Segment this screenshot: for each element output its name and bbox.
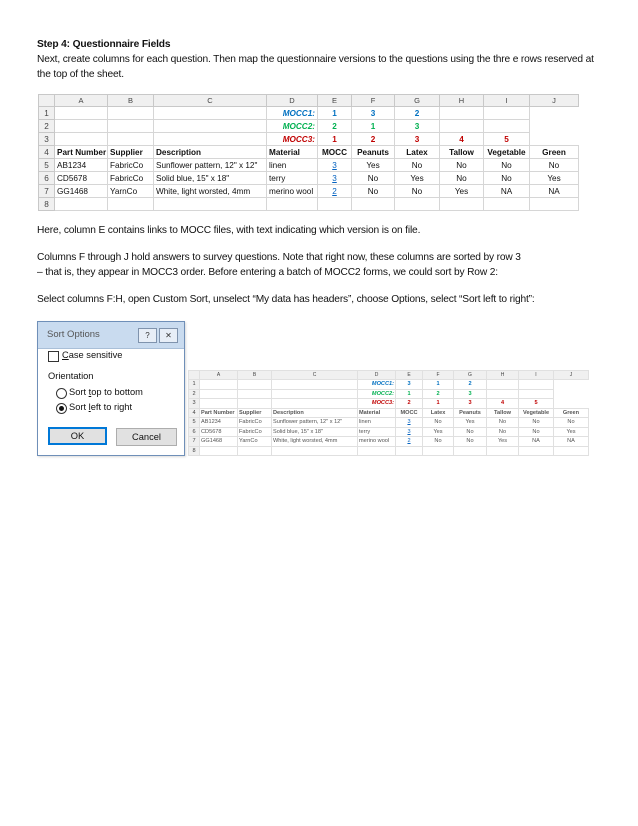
case-sensitive-label[interactable]: Case sensitive — [62, 350, 123, 360]
cell[interactable]: merino wool — [358, 437, 396, 447]
cell[interactable]: No — [554, 418, 589, 428]
cell[interactable]: No — [352, 185, 395, 198]
cell[interactable] — [154, 107, 267, 120]
cell[interactable]: No — [395, 185, 440, 198]
cell[interactable] — [55, 120, 108, 133]
cell[interactable]: Yes — [423, 427, 454, 437]
mocc-version-cell[interactable]: 1 — [352, 120, 395, 133]
sort-left-to-right-radio[interactable] — [56, 403, 67, 414]
select-all-corner[interactable] — [189, 371, 200, 380]
sort-paragraph-line-2: – that is, they appear in MOCC3 order. Before entering a batch of MOCC2 forms, we could sort by Row 2: — [37, 267, 498, 278]
mocc-version-cell[interactable]: 5 — [519, 399, 554, 409]
spreadsheet-sorted-preview — [188, 370, 589, 456]
column-header-b[interactable]: B — [108, 95, 154, 107]
column-header-j[interactable]: J — [530, 95, 579, 107]
row-header[interactable]: 8 — [189, 446, 200, 456]
cell[interactable] — [200, 380, 238, 390]
mocc-version-cell[interactable]: 3 — [396, 380, 423, 390]
sheet-row — [39, 198, 579, 211]
sheet-row — [189, 380, 589, 390]
sheet-row — [39, 107, 579, 120]
row-header[interactable]: 5 — [39, 159, 55, 172]
mocc-label[interactable]: MOCC2: — [267, 120, 318, 133]
cell[interactable] — [440, 198, 484, 211]
cell[interactable]: Yes — [454, 418, 487, 428]
cell[interactable] — [200, 389, 238, 399]
cell[interactable] — [519, 446, 554, 456]
mocc-version-cell[interactable]: 4 — [487, 399, 519, 409]
cell[interactable] — [530, 198, 579, 211]
column-header-g[interactable]: G — [454, 371, 487, 380]
sort-left-to-right-label[interactable]: Sort left to right — [69, 402, 133, 412]
header-cell[interactable]: Peanuts — [352, 146, 395, 159]
mocc-label[interactable]: MOCC3: — [358, 399, 396, 409]
spreadsheet-main — [38, 94, 579, 211]
cell[interactable] — [267, 198, 318, 211]
cell[interactable]: NA — [519, 437, 554, 447]
help-button[interactable]: ? — [138, 328, 157, 343]
column-header-a[interactable]: A — [55, 95, 108, 107]
cell[interactable] — [108, 120, 154, 133]
header-cell[interactable]: Material — [267, 146, 318, 159]
row-header[interactable]: 3 — [39, 133, 55, 146]
row-header[interactable]: 4 — [189, 408, 200, 418]
cell[interactable] — [396, 446, 423, 456]
row-header[interactable]: 2 — [189, 389, 200, 399]
header-cell[interactable]: Description — [272, 408, 358, 418]
cancel-button[interactable]: Cancel — [116, 428, 177, 446]
mocc-version-cell[interactable] — [487, 389, 519, 399]
mocc-file-link[interactable]: 2 — [318, 185, 352, 198]
cell[interactable]: Yes — [352, 159, 395, 172]
mocc-label[interactable]: MOCC3: — [267, 133, 318, 146]
mocc-version-cell[interactable] — [487, 380, 519, 390]
header-cell[interactable]: Green — [554, 408, 589, 418]
mocc-version-cell[interactable]: 1 — [396, 389, 423, 399]
cell[interactable] — [200, 399, 238, 409]
cell[interactable]: No — [395, 159, 440, 172]
cell[interactable]: No — [440, 172, 484, 185]
dialog-title: Sort Options — [47, 329, 100, 340]
cell[interactable] — [484, 198, 530, 211]
cell[interactable] — [554, 446, 589, 456]
cell[interactable]: Solid blue, 15" x 18" — [272, 427, 358, 437]
table-row — [189, 427, 589, 437]
mocc-version-cell[interactable]: 3 — [352, 107, 395, 120]
cell[interactable]: No — [352, 172, 395, 185]
cell[interactable]: Yes — [554, 427, 589, 437]
column-header-b[interactable]: B — [238, 371, 272, 380]
cell[interactable]: terry — [358, 427, 396, 437]
cell[interactable] — [352, 198, 395, 211]
cell[interactable]: Yes — [440, 185, 484, 198]
cell[interactable] — [423, 446, 454, 456]
case-sensitive-label-rest: ase sensitive — [68, 350, 123, 360]
column-header-j[interactable]: J — [554, 371, 589, 380]
header-cell[interactable]: Tallow — [440, 146, 484, 159]
column-header-i[interactable]: I — [519, 371, 554, 380]
mocc-version-cell[interactable]: 2 — [318, 120, 352, 133]
column-header-e[interactable]: E — [318, 95, 352, 107]
sheet-row — [189, 399, 589, 409]
mocc-file-link[interactable]: 3 — [396, 427, 423, 437]
header-cell[interactable]: Supplier — [108, 146, 154, 159]
cell[interactable]: No — [454, 437, 487, 447]
header-cell[interactable]: Supplier — [238, 408, 272, 418]
cell[interactable]: AB1234 — [200, 418, 238, 428]
cell[interactable]: White, light worsted, 4mm — [272, 437, 358, 447]
section-heading: Step 4: Questionnaire Fields — [37, 39, 171, 50]
sheet-row — [39, 146, 579, 159]
cell[interactable]: No — [519, 427, 554, 437]
column-header-g[interactable]: G — [395, 95, 440, 107]
mocc-version-cell[interactable] — [519, 389, 554, 399]
cell[interactable]: linen — [358, 418, 396, 428]
cell[interactable]: CD5678 — [200, 427, 238, 437]
cell[interactable]: No — [423, 418, 454, 428]
row-header[interactable]: 3 — [189, 399, 200, 409]
column-header-c[interactable]: C — [154, 95, 267, 107]
cell[interactable]: AB1234 — [55, 159, 108, 172]
mocc-version-cell[interactable]: 2 — [423, 389, 454, 399]
cell[interactable]: No — [423, 437, 454, 447]
cell[interactable] — [154, 120, 267, 133]
cell[interactable]: No — [487, 427, 519, 437]
mocc-version-cell[interactable]: 3 — [395, 133, 440, 146]
mocc-version-cell[interactable]: 1 — [423, 399, 454, 409]
row-header[interactable]: 7 — [39, 185, 55, 198]
sheet-row — [39, 133, 579, 146]
cell[interactable]: linen — [267, 159, 318, 172]
row-header[interactable]: 8 — [39, 198, 55, 211]
cell[interactable]: YarnCo — [238, 437, 272, 447]
cell[interactable]: No — [454, 427, 487, 437]
cell[interactable]: FabricCo — [238, 418, 272, 428]
mocc-file-link[interactable]: 3 — [318, 159, 352, 172]
header-cell[interactable]: Vegetable — [519, 408, 554, 418]
column-header-a[interactable]: A — [200, 371, 238, 380]
cell[interactable] — [272, 389, 358, 399]
cell[interactable]: Sunflower pattern, 12" x 12" — [154, 159, 267, 172]
mocc-version-cell[interactable]: 3 — [454, 399, 487, 409]
cell[interactable]: CD5678 — [55, 172, 108, 185]
cell[interactable] — [272, 399, 358, 409]
sheet-row — [189, 389, 589, 399]
mocc-version-cell[interactable] — [519, 380, 554, 390]
mocc-version-cell[interactable]: 2 — [396, 399, 423, 409]
header-cell[interactable]: Description — [154, 146, 267, 159]
case-sensitive-checkbox[interactable] — [48, 351, 59, 362]
select-all-corner[interactable] — [39, 95, 55, 107]
column-header-row — [189, 371, 589, 380]
header-cell[interactable]: Tallow — [487, 408, 519, 418]
cell[interactable]: FabricCo — [238, 427, 272, 437]
cell[interactable] — [358, 446, 396, 456]
row-header[interactable]: 2 — [39, 120, 55, 133]
cell[interactable]: White, light worsted, 4mm — [154, 185, 267, 198]
sheet-row — [189, 446, 589, 456]
cell[interactable]: No — [484, 172, 530, 185]
cell[interactable] — [272, 380, 358, 390]
mocc-version-cell[interactable]: 1 — [318, 107, 352, 120]
cell[interactable] — [154, 198, 267, 211]
mocc-version-cell[interactable] — [440, 107, 484, 120]
mocc-version-cell[interactable]: 1 — [423, 380, 454, 390]
cell[interactable]: Yes — [487, 437, 519, 447]
sort-options-dialog — [37, 321, 185, 456]
header-cell[interactable]: Peanuts — [454, 408, 487, 418]
cell[interactable]: terry — [267, 172, 318, 185]
instruction-paragraph: Select columns F:H, open Custom Sort, unselect “My data has headers”, choose Options, select “Sort left to right”: — [37, 294, 535, 305]
cell[interactable]: No — [440, 159, 484, 172]
sheet-row — [189, 408, 589, 418]
cell[interactable] — [108, 107, 154, 120]
cell[interactable]: GG1468 — [55, 185, 108, 198]
cell[interactable]: NA — [484, 185, 530, 198]
cell[interactable] — [154, 133, 267, 146]
cell[interactable]: No — [530, 159, 579, 172]
cell[interactable] — [238, 380, 272, 390]
column-header-row — [39, 95, 579, 107]
column-header-d[interactable]: D — [358, 371, 396, 380]
cell[interactable] — [395, 198, 440, 211]
sheet-row — [39, 120, 579, 133]
row-header[interactable]: 6 — [189, 427, 200, 437]
cell[interactable] — [55, 198, 108, 211]
cell[interactable]: No — [519, 418, 554, 428]
mocc-version-cell[interactable]: 3 — [454, 389, 487, 399]
column-header-e[interactable]: E — [396, 371, 423, 380]
mocc-file-link[interactable]: 3 — [396, 418, 423, 428]
cell[interactable] — [318, 198, 352, 211]
header-cell[interactable]: Green — [530, 146, 579, 159]
cell[interactable]: merino wool — [267, 185, 318, 198]
column-header-f[interactable]: F — [352, 95, 395, 107]
cell[interactable] — [108, 133, 154, 146]
mocc-version-cell[interactable]: 2 — [395, 107, 440, 120]
mocc-version-cell[interactable]: 2 — [352, 133, 395, 146]
mocc-version-cell[interactable]: 4 — [440, 133, 484, 146]
intro-paragraph: Next, create columns for each question. Then map the questionnaire versions to the questions using the thre e rows reserved at the top of the sheet. — [37, 54, 594, 80]
table-row — [189, 418, 589, 428]
sort-paragraph-line-1: Columns F through J hold answers to survey questions. Note that right now, these columns are sorted by row 3 — [37, 252, 521, 263]
cell[interactable] — [238, 389, 272, 399]
table-row — [39, 159, 579, 172]
mocc-file-link[interactable]: 3 — [318, 172, 352, 185]
cell[interactable] — [55, 133, 108, 146]
sort-top-to-bottom-label[interactable]: Sort top to bottom — [69, 387, 143, 397]
cell[interactable]: NA — [530, 185, 579, 198]
column-header-d[interactable]: D — [267, 95, 318, 107]
cell[interactable] — [238, 399, 272, 409]
header-cell[interactable]: Material — [358, 408, 396, 418]
row-header[interactable]: 6 — [39, 172, 55, 185]
mocc-version-cell[interactable]: 5 — [484, 133, 530, 146]
mocc-version-cell[interactable]: 1 — [318, 133, 352, 146]
header-cell[interactable]: Part Number — [55, 146, 108, 159]
cell[interactable] — [454, 446, 487, 456]
header-cell[interactable]: MOCC — [318, 146, 352, 159]
table-row — [39, 172, 579, 185]
cell[interactable]: YarnCo — [108, 185, 154, 198]
mocc-file-link[interactable]: 2 — [396, 437, 423, 447]
links-paragraph: Here, column E contains links to MOCC files, with text indicating which version is on file. — [37, 225, 421, 236]
row-header[interactable]: 7 — [189, 437, 200, 447]
dialog-titlebar[interactable] — [38, 322, 184, 349]
cell[interactable] — [108, 198, 154, 211]
cell[interactable] — [487, 446, 519, 456]
row-header[interactable]: 4 — [39, 146, 55, 159]
mocc-version-cell[interactable] — [440, 120, 484, 133]
close-button[interactable]: ✕ — [159, 328, 178, 343]
column-header-h[interactable]: H — [440, 95, 484, 107]
cell[interactable]: Yes — [395, 172, 440, 185]
cell[interactable]: NA — [554, 437, 589, 447]
column-header-h[interactable]: H — [487, 371, 519, 380]
cell[interactable] — [55, 107, 108, 120]
mocc-version-cell[interactable]: 2 — [454, 380, 487, 390]
header-cell[interactable]: Part Number — [200, 408, 238, 418]
column-header-c[interactable]: C — [272, 371, 358, 380]
column-header-i[interactable]: I — [484, 95, 530, 107]
mocc-version-cell[interactable] — [484, 107, 530, 120]
header-cell[interactable]: Vegetable — [484, 146, 530, 159]
mocc-version-cell[interactable] — [484, 120, 530, 133]
cell[interactable]: GG1468 — [200, 437, 238, 447]
header-cell[interactable]: Latex — [395, 146, 440, 159]
cell[interactable] — [272, 446, 358, 456]
orientation-label: Orientation — [48, 371, 94, 381]
cell[interactable]: FabricCo — [108, 172, 154, 185]
table-row — [189, 437, 589, 447]
mocc-label[interactable]: MOCC1: — [358, 380, 396, 390]
sort-top-to-bottom-radio[interactable] — [56, 388, 67, 399]
cell[interactable]: No — [487, 418, 519, 428]
cell[interactable] — [238, 446, 272, 456]
column-header-f[interactable]: F — [423, 371, 454, 380]
mocc-label[interactable]: MOCC1: — [267, 107, 318, 120]
mocc-label[interactable]: MOCC2: — [358, 389, 396, 399]
header-cell[interactable]: MOCC — [396, 408, 423, 418]
ok-button[interactable]: OK — [48, 427, 107, 445]
cell[interactable]: Sunflower pattern, 12" x 12" — [272, 418, 358, 428]
row-header[interactable]: 1 — [39, 107, 55, 120]
table-row — [39, 185, 579, 198]
cell[interactable]: No — [484, 159, 530, 172]
mocc-version-cell[interactable]: 3 — [395, 120, 440, 133]
row-header[interactable]: 1 — [189, 380, 200, 390]
cell[interactable]: FabricCo — [108, 159, 154, 172]
cell[interactable] — [200, 446, 238, 456]
cell[interactable]: Yes — [530, 172, 579, 185]
row-header[interactable]: 5 — [189, 418, 200, 428]
header-cell[interactable]: Latex — [423, 408, 454, 418]
cell[interactable]: Solid blue, 15" x 18" — [154, 172, 267, 185]
